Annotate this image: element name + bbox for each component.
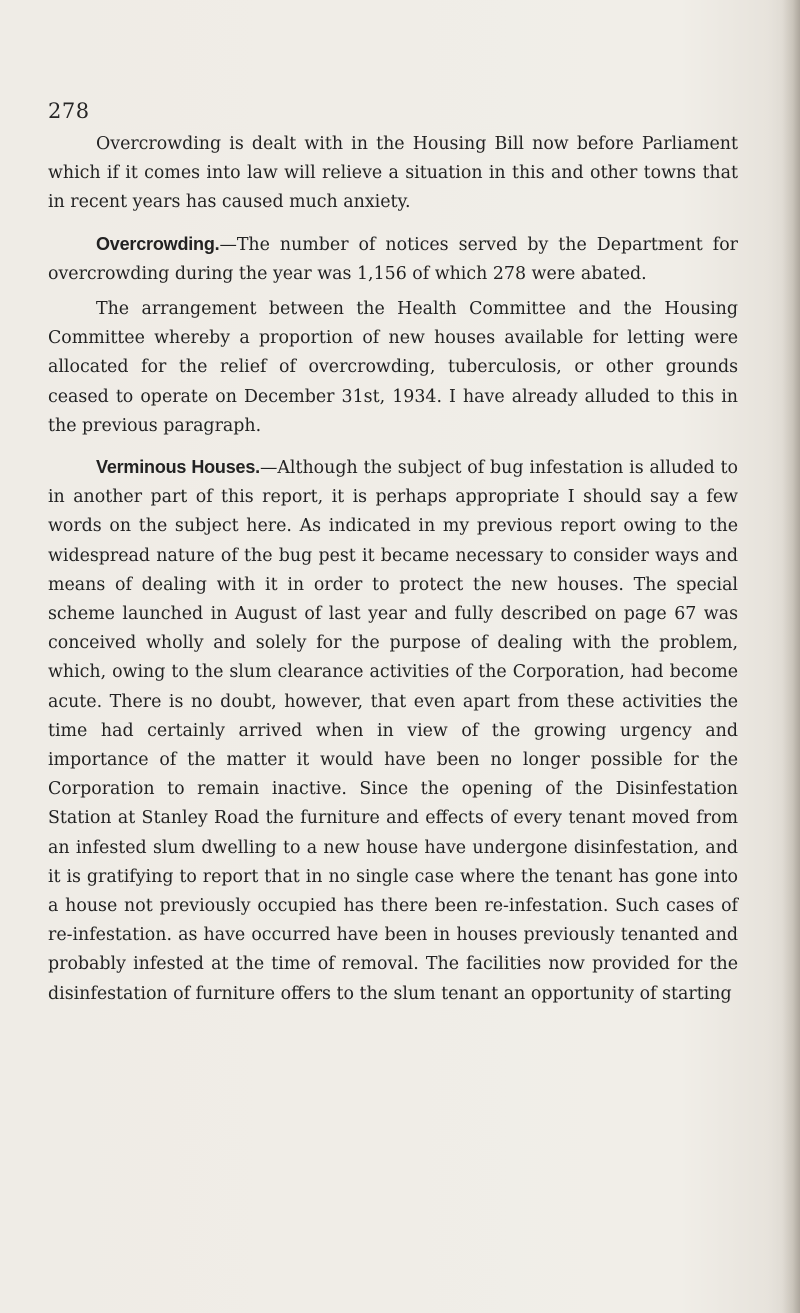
overcrowding-body: —The number of notices served by the Department for overcrowding during the year was 1,156 of which 278 were abated.	[48, 234, 738, 284]
page-number: 278	[48, 99, 90, 123]
page-edge-shadow	[782, 0, 800, 1313]
intro-paragraph: Overcrowding is dealt with in the Housing Bill now before Parliament which if it comes into law will relieve a situation in this and other towns that in recent years has caused much anxiety.	[48, 134, 738, 213]
verminous-heading: Verminous Houses.	[96, 457, 260, 478]
verminous-paragraph	[48, 453, 738, 1009]
overcrowding-paragraph	[48, 230, 738, 289]
arrangement-paragraph: The arrangement between the Health Committee and the Housing Committee whereby a proportion of new houses available for letting were allocated for the relief of overcrowding, tuberculosis, or other grounds ceased to operate on December 31st, 1934. I have already alluded to this in the previous paragraph.	[48, 299, 738, 436]
verminous-body: —Although the subject of bug infestation is alluded to in another part of this report, it is perhaps appropriate I should say a few words on the subject here. As indicated in my previous report owing to the widespread nature of the bug pest it became necessary to consider ways and means of dealing with it in order to protect the new houses. The special scheme launched in August of last year and fully described on page 67 was conceived wholly and solely for the purpose of dealing with the problem, which, owing to the slum clearance activities of the Corporation, had become acute. There is no doubt, however, that even apart from these activities the time had certainly arrived when in view of the growing urgency and importance of the matter it would have been no longer possible for the Corporation to remain inactive. Since the opening of the Disinfestation Station at Stanley Road the furniture and effects of every tenant moved from an infested slum dwelling to a new house have undergone disinfestation, and it is gratifying to report that in no single case where the tenant has gone into a house not previously occupied has there been re-infestation. Such cases of re-infestation. as have occurred have been in houses previously tenanted and probably infested at the time of removal. The facilities now provided for the disinfestation of furniture offers to the slum tenant an opportunity of starting	[48, 458, 739, 1004]
overcrowding-heading: Overcrowding.	[96, 233, 220, 254]
report-body	[48, 130, 738, 1009]
